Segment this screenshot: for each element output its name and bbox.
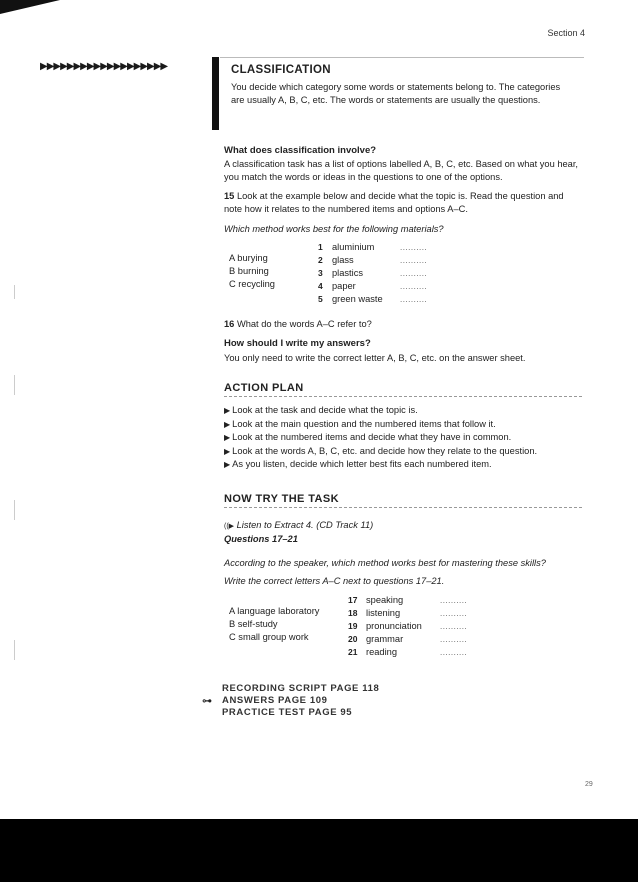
option-c: C small group work xyxy=(229,632,309,642)
option-a: A burying xyxy=(229,253,268,263)
example-items xyxy=(318,241,427,306)
bullet-arrow-icon: ▶ xyxy=(224,406,231,415)
question-16 xyxy=(224,318,372,331)
list-item: ▶ Look at the words A, B, C, etc. and decide how they relate to the question. xyxy=(224,445,538,456)
list-item: 4 paper .......... xyxy=(318,281,428,291)
what-does-heading: What does classification involve? xyxy=(224,145,377,156)
option-b: B self-study xyxy=(229,619,278,629)
questions-label: Questions 17–21 xyxy=(224,534,298,544)
list-item: 20 grammar .......... xyxy=(348,634,468,644)
option-c: C recycling xyxy=(229,279,275,289)
list-item: ▶ Look at the task and decide what the topic is. xyxy=(224,405,418,415)
bullet-arrow-icon: ▶ xyxy=(224,460,231,469)
question-15-number: 15 xyxy=(224,191,235,201)
task-title: NOW TRY THE TASK xyxy=(224,493,339,505)
audio-icon: ((▶ xyxy=(224,523,235,530)
bullet-arrow-icon: ▶ xyxy=(224,419,231,429)
action-plan-rule xyxy=(224,396,582,397)
bottom-band xyxy=(0,819,638,882)
bullet-arrow-icon: ▶ xyxy=(224,433,231,442)
action-plan-title: ACTION PLAN xyxy=(224,382,304,394)
list-item: 3 plastics .......... xyxy=(318,268,428,278)
list-item: ▶ As you listen, decide which letter best fits each numbered item. xyxy=(224,459,492,469)
task-items xyxy=(348,594,467,659)
section-label: Section 4 xyxy=(547,28,585,38)
how-write-body: You only need to write the correct letter A, B, C, etc. on the answer sheet. xyxy=(224,353,526,363)
what-does-body: A classification task has a list of options labelled A, B, C, etc. Based on what you hear, you match the words or ideas in the questions to one of the options. xyxy=(224,159,578,182)
list-item: ▶ Look at the numbered items and decide what they have in common. xyxy=(224,432,512,442)
question-16-text: What do the words A–C refer to? xyxy=(236,319,372,329)
question-16-number: 16 xyxy=(224,319,235,329)
page-number: 29 xyxy=(585,781,593,788)
task-instruction-2: Write the correct letters A–C next to questions 17–21. xyxy=(224,576,445,586)
corner-mark xyxy=(0,0,60,14)
listen-instruction: ((▶ Listen to Extract 4. (CD Track 11) xyxy=(224,520,374,530)
task-options xyxy=(229,605,319,644)
question-15 xyxy=(224,190,584,216)
example-question: Which method works best for the following materials? xyxy=(224,224,444,234)
side-mark xyxy=(14,375,15,395)
side-mark xyxy=(14,640,15,660)
list-item: 1 aluminium .......... xyxy=(318,242,428,252)
bullet-arrow-icon: ▶ xyxy=(224,446,231,456)
how-write-heading: How should I write my answers? xyxy=(224,338,371,349)
example-options xyxy=(229,252,275,291)
task-instruction-1: According to the speaker, which method works best for mastering these skills? xyxy=(224,558,546,568)
list-item: 18 listening .......... xyxy=(348,608,468,618)
action-plan-list xyxy=(224,404,537,472)
key-icon: ⊶ xyxy=(202,696,212,707)
page-references xyxy=(222,683,379,719)
side-mark xyxy=(14,285,15,299)
answers-ref: ANSWERS PAGE 109 xyxy=(222,695,328,706)
option-a: A language laboratory xyxy=(229,606,320,616)
list-item: 21 reading .......... xyxy=(348,647,468,657)
option-b: B burning xyxy=(229,266,269,276)
list-item: 2 glass .......... xyxy=(318,255,428,265)
classification-title: CLASSIFICATION xyxy=(231,64,331,76)
decorative-arrows: ▶▶▶▶▶▶▶▶▶▶▶▶▶▶▶▶▶▶▶ xyxy=(40,61,168,72)
list-item: 19 pronunciation .......... xyxy=(348,621,468,631)
list-item: ▶ Look at the main question and the numbered items that follow it. xyxy=(224,418,496,429)
side-mark xyxy=(14,500,15,520)
list-item: 17 speaking .......... xyxy=(348,595,468,605)
classification-body: You decide which category some words or statements belong to. The categories are usually A, B, C, etc. The words or statements are usually the questions. xyxy=(231,82,561,105)
classification-bar xyxy=(212,57,219,130)
question-15-text: Look at the example below and decide what the topic is. Read the question and note how it relates to the numbered items and options A–C. xyxy=(224,191,564,214)
list-item: 5 green waste .......... xyxy=(318,294,428,304)
recording-script-ref: RECORDING SCRIPT PAGE 118 xyxy=(222,683,380,694)
practice-test-ref: PRACTICE TEST PAGE 95 xyxy=(222,707,353,718)
task-rule xyxy=(224,507,582,508)
classification-rule xyxy=(220,57,584,58)
